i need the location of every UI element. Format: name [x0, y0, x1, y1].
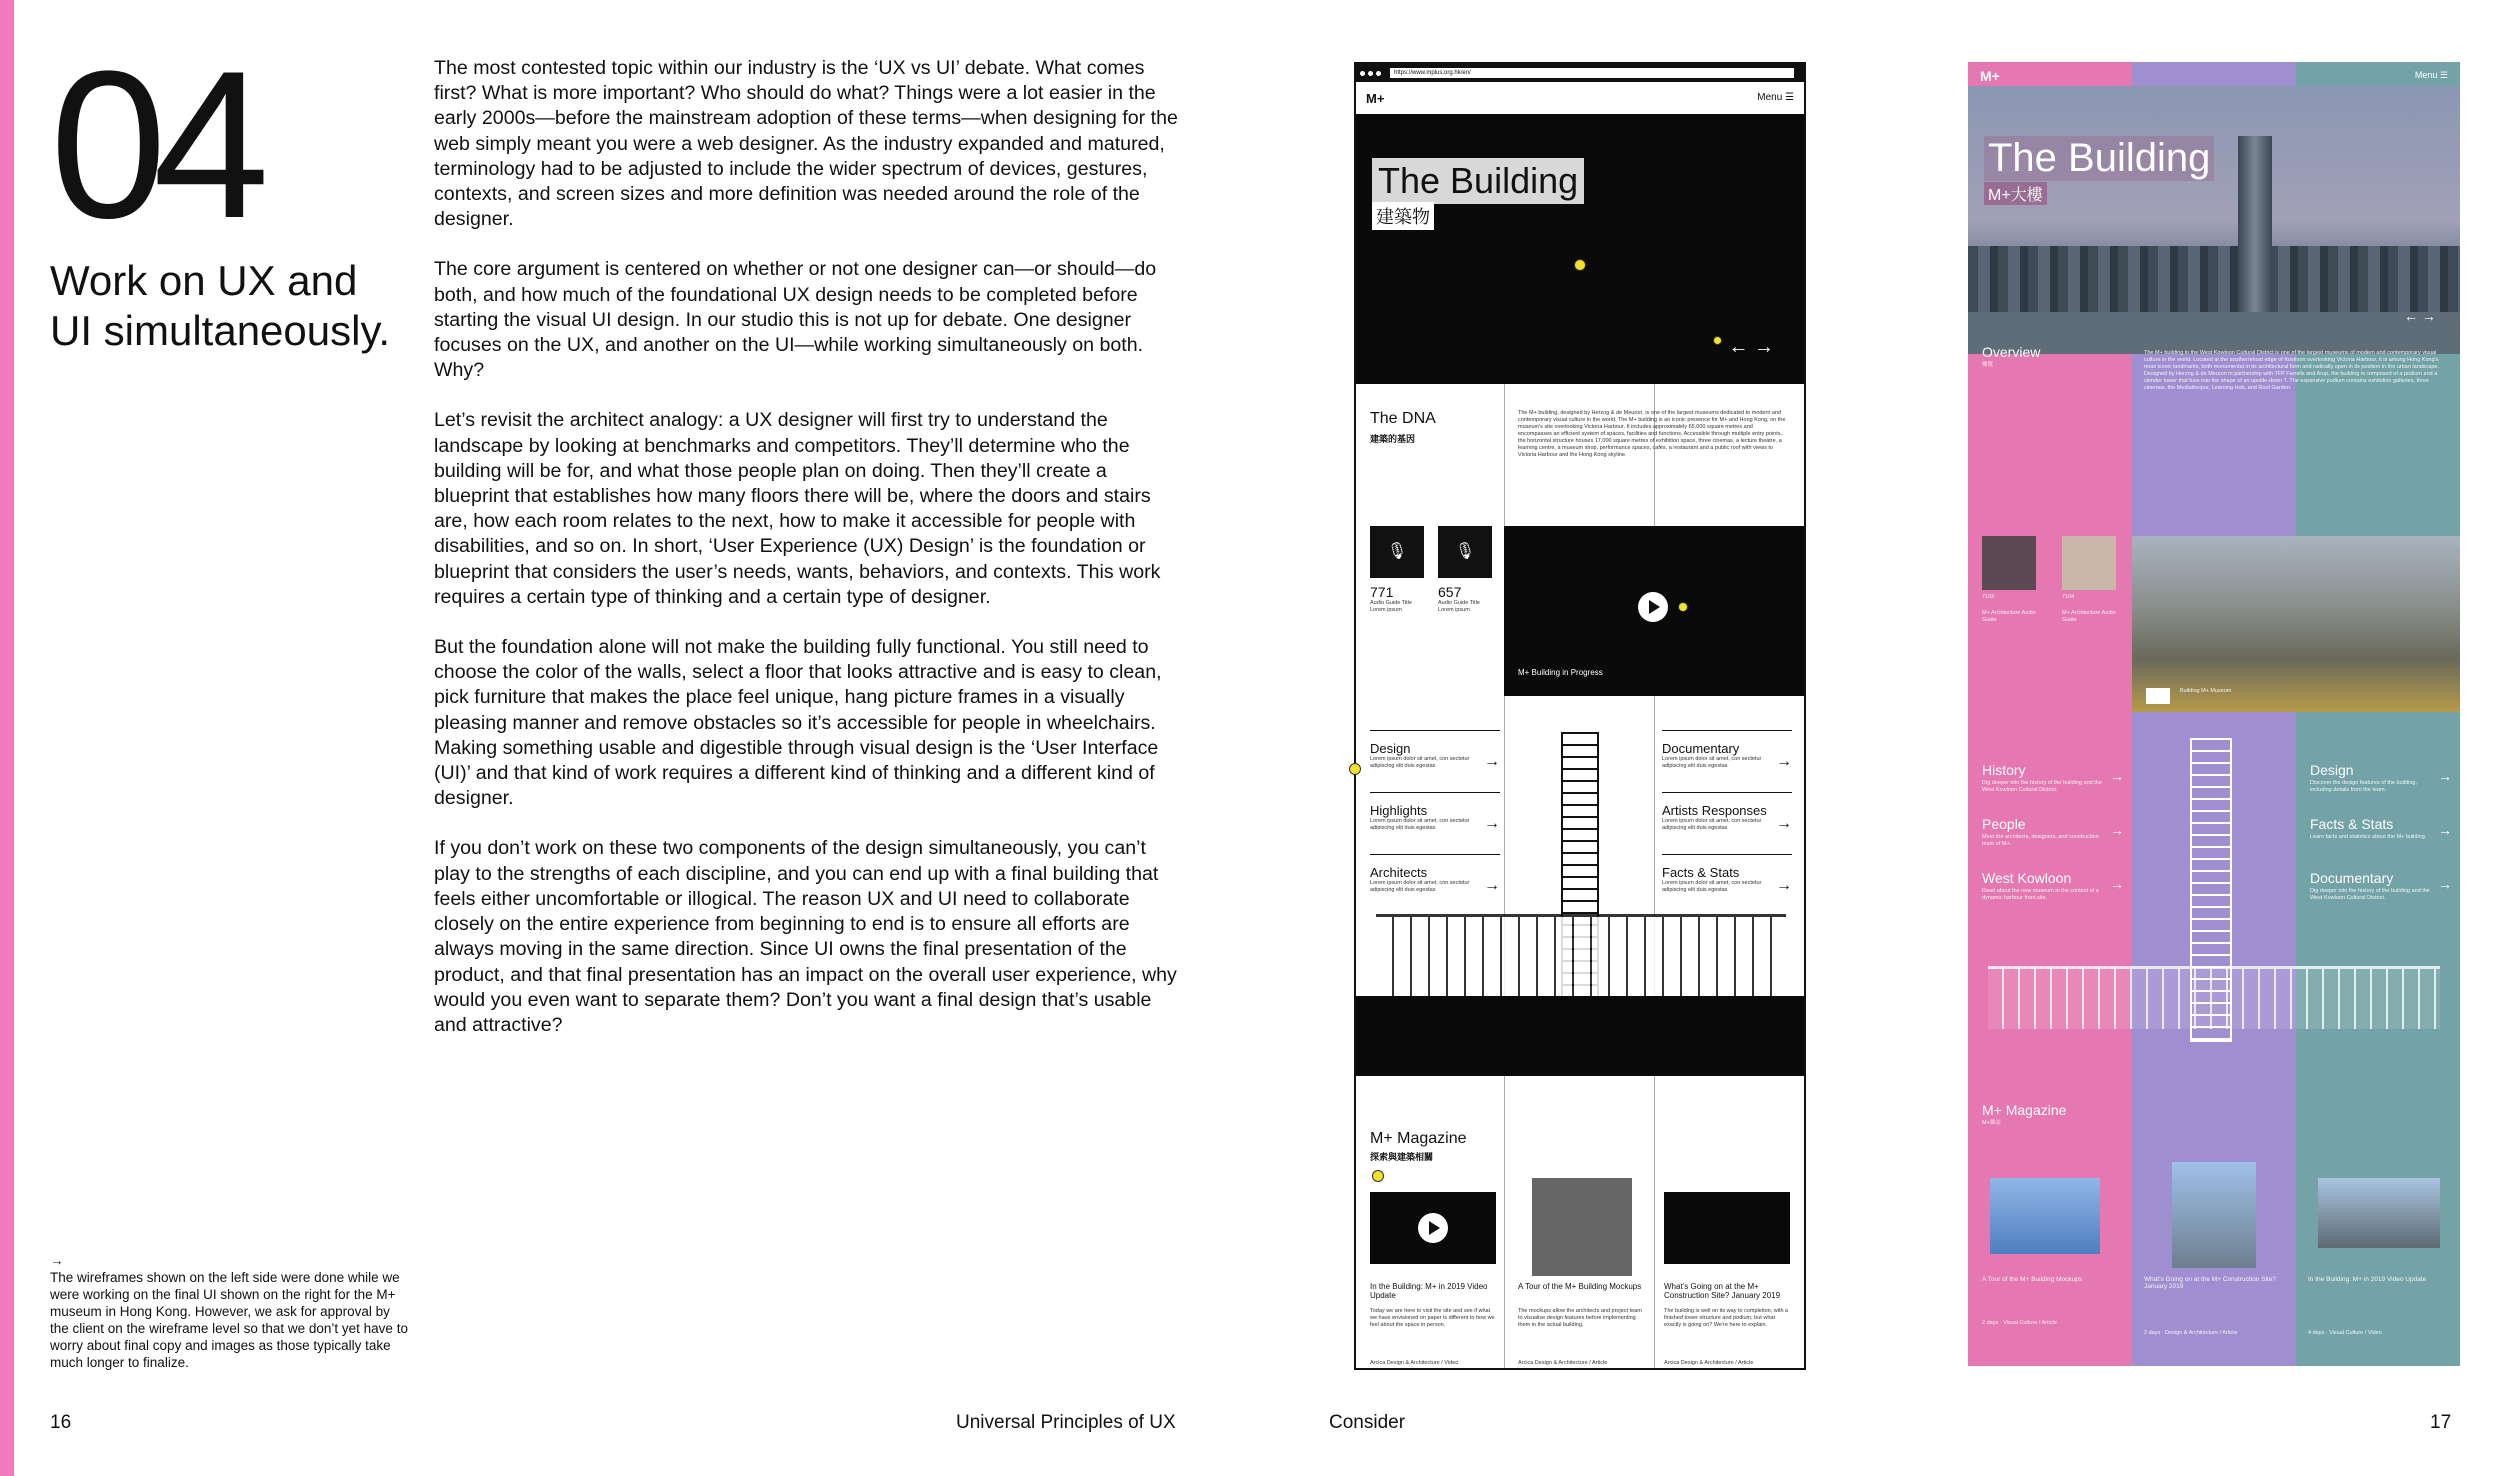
- annotation-marker: [1713, 336, 1722, 345]
- wf-dna-title: The DNA: [1370, 410, 1436, 427]
- wf-link-desc: Lorem ipsum dolor sit amet, con sectetur adipiscing elit duis egestas: [1370, 880, 1470, 893]
- wf-link-label: Facts & Stats: [1662, 865, 1740, 880]
- wf-article-text: The mockups allow the architects and project team to visualise design features before implementing them in the actual building.: [1518, 1308, 1642, 1328]
- ui-link-facts: Facts & Stats: [2310, 816, 2394, 832]
- page-number-left: 16: [50, 1412, 72, 1433]
- page-number-right: 17: [2430, 1412, 2452, 1433]
- wf-nav: [1356, 82, 1804, 115]
- caption-note: [50, 1252, 410, 1371]
- wf-hero: [1356, 114, 1804, 384]
- running-title-right: Consider: [1329, 1412, 1406, 1433]
- body-text: [434, 56, 1186, 1063]
- ui-hero-title: The Building: [1984, 136, 2214, 181]
- wf-count: 771: [1370, 584, 1394, 600]
- ui-audio-thumb: [2062, 536, 2116, 590]
- ui-article-photo: [2172, 1162, 2256, 1268]
- arrow-right-icon: →: [2110, 822, 2124, 838]
- ui-link-people: People: [1982, 816, 2026, 832]
- ui-audio-value: 7102: [1982, 594, 1995, 600]
- ui-link-desc: Dig deeper into the history of the building and the West Kowloon Cultural District.: [2310, 888, 2430, 901]
- wf-video: [1504, 526, 1804, 696]
- running-title-left: Universal Principles of UX: [956, 1412, 1176, 1433]
- wf-magazine-title: M+ Magazine: [1370, 1130, 1467, 1147]
- chapter-number: 04: [50, 27, 256, 262]
- wf-link-desc: Lorem ipsum dolor sit amet, con sectetur adipiscing elit duis egestas: [1662, 818, 1762, 831]
- wf-link-label: Documentary: [1662, 741, 1740, 756]
- annotation-marker: [1349, 763, 1361, 775]
- wf-count: 657: [1438, 584, 1462, 600]
- wf-article-thumb: [1532, 1178, 1632, 1276]
- ui-hero-subtitle: M+大樓: [1984, 182, 2047, 205]
- paragraph: Let’s revisit the architect analogy: a UX designer will first try to understand the landscape by looking at benchmarks and competitors. They’ll determine who the building will be for, and what those people plan on doing. Then they’ll create a blueprint that establishes how many floors there will be, where the doors and stairs are, how each room relates to the next, how to make it accessible for people with disabilities, and so on. In short, ‘User Experience (UX) Design’ is the foundation or blueprint that considers the user’s needs, wants, behaviors, and contexts. This work requires a certain type of thinking and a certain type of designer.: [434, 409, 1161, 608]
- wf-link-architects: [1370, 854, 1500, 894]
- ui-link-desc: Dig deeper into the history of the building and the West Kowloon Cultural District.: [1982, 780, 2102, 793]
- wf-link-label: Design: [1370, 741, 1411, 756]
- wf-article-title: In the Building: M+ in 2019 Video Update: [1370, 1282, 1488, 1300]
- ui-hero-photo: [1968, 86, 2460, 330]
- arrow-right-icon: →: [2110, 768, 2124, 784]
- play-icon: [2146, 688, 2170, 704]
- tower-image: [2238, 136, 2272, 316]
- wf-link-facts: [1662, 854, 1792, 894]
- play-icon: [1418, 1213, 1448, 1243]
- ui-menu: Menu ☰: [2414, 70, 2448, 80]
- wf-link-desc: Lorem ipsum dolor sit amet, con sectetur adipiscing elit duis egestas: [1662, 880, 1762, 893]
- wireframe-mockup: [1354, 62, 1806, 1370]
- paragraph: The most contested topic within our industry is the ‘UX vs UI’ debate. What comes first? What is more important? Who should do what? Things were a lot easier in the early 2000s—before the mainstream adoption of these terms—when designing for the web simply meant you were a web designer. As the industry expanded and matured, terminology had to be adjusted to include the wider spectrum of devices, gestures, contexts, and screen sizes and more definition was needed around the role of the designer.: [434, 57, 1178, 231]
- headline: Work on UX and UI simultaneously.: [50, 257, 391, 354]
- arrow-right-icon: →: [1776, 877, 1792, 894]
- wf-article-tag: Arcica Design & Architecture / Article: [1518, 1360, 1608, 1366]
- ui-link-desc: Meet the architects, designers, and construction team of M+.: [1982, 834, 2099, 847]
- wf-article-title: A Tour of the M+ Building Mockups: [1518, 1282, 1642, 1291]
- wf-hero-subtitle: 建築物: [1372, 202, 1434, 230]
- arrow-right-icon: →: [1484, 753, 1500, 770]
- ui-overview-text: The M+ building in the West Kowloon Cultural District is one of the largest museums of modern and contemporary visual culture in the world. Located at the southernmost edge of Kowloon overlooking Victoria Harbour, it is among Hong Kong's most iconic landmarks, both monumental in its architectural form and radically open in its position in the urban landscape. Designed by Herzog & de Meuron in partnership with TFP Farrells and Arup, the building is composed of a podium and a slender tower that fuse into the shape of an upside-down T. The expansive podium contains exhibition galleries, three cinemas, the Mediatheque, Learning Hub, and Roof Garden.: [2144, 350, 2440, 391]
- wf-dna-sub: 建築的基因: [1370, 434, 1416, 444]
- wf-article-tag: Arcica Design & Architecture / Article: [1664, 1360, 1754, 1366]
- ui-article-title: In the Building: M+ in 2019 Video Update: [2308, 1276, 2427, 1283]
- annotation-marker: [1574, 259, 1586, 271]
- ui-link-documentary: Documentary: [2310, 870, 2394, 886]
- microphone-icon: 🎙: [1438, 526, 1492, 578]
- ui-link-desc: Learn facts and statistics about the M+ building.: [2310, 834, 2427, 840]
- arrow-icon: →: [50, 1253, 64, 1268]
- wf-article-thumb: [1370, 1192, 1496, 1264]
- paragraph: If you don’t work on these two components of the design simultaneously, you can’t play to the strengths of each discipline, and you can end up with a final building that feels either uncomfortable or illogical. The reason UX and UI need to collaborate closely on the entire experience from beginning to end is to ensure all efforts are always moving in the same direction. Since UI owns the final presentation of the product, and that final presentation has an impact on the overall user experience, why would you even want to separate them? Don’t you want a final design that’s usable and attractive?: [434, 837, 1177, 1036]
- ui-article-tag: 4 days · Visual Culture / Video: [2308, 1330, 2382, 1336]
- ui-video-photo: [2132, 536, 2460, 712]
- ui-audio-label: M+ Architecture Audio Guide: [1982, 610, 2036, 623]
- carousel-arrows-icon: ← →: [2404, 308, 2436, 324]
- ui-magazine-sub: M+雜誌: [1982, 1120, 2001, 1126]
- wf-link-label: Highlights: [1370, 803, 1428, 818]
- wf-carousel-arrows-icon: ← →: [1728, 336, 1774, 358]
- wf-building-base: [1356, 996, 1804, 1076]
- wf-article-text: The building is well on its way to completion, with a finished tower structure and podium, but what exactly is going on? We're here to explain.: [1664, 1308, 1789, 1328]
- browser-bar: [1356, 64, 1804, 82]
- window-dot-icon: [1360, 71, 1365, 76]
- wf-link-label: Architects: [1370, 865, 1428, 880]
- play-icon: [1638, 592, 1668, 622]
- wf-link-desc: Lorem ipsum dolor sit amet, con sectetur adipiscing elit duis egestas: [1370, 756, 1470, 769]
- ui-building-section: [1988, 966, 2440, 1029]
- page-edge-bar: [0, 0, 14, 1476]
- ui-link-desc: Discover the design features of the building, including details from the team.: [2310, 780, 2418, 793]
- ui-magazine-title: M+ Magazine: [1982, 1102, 2067, 1118]
- wf-building-section: [1376, 914, 1786, 999]
- arrow-right-icon: →: [1776, 753, 1792, 770]
- arrow-right-icon: →: [1484, 815, 1500, 832]
- ui-logo: M+: [1980, 68, 2000, 84]
- window-dot-icon: [1368, 71, 1373, 76]
- wf-video-caption: M+ Building in Progress: [1518, 668, 1603, 677]
- paragraph: The core argument is centered on whether or not one designer can—or should—do both, and how much of the foundational UX design needs to be completed before starting the visual UI design. In our studio this is not up for debate. One designer focuses on the UX, and another on the UI—while working simultaneously on both. Why?: [434, 258, 1157, 382]
- ui-video-caption: Building M+ Museum: [2180, 688, 2232, 694]
- arrow-right-icon: →: [2110, 876, 2124, 892]
- arrow-right-icon: →: [1776, 815, 1792, 832]
- wf-article-title: What’s Going on at the M+ Construction Site? January 2019: [1664, 1282, 1781, 1300]
- url-field: https://www.mplus.org.hk/en/: [1390, 68, 1794, 78]
- ui-link-desc: Read about the new museum in the context of a dynamic harbour front site.: [1982, 888, 2099, 901]
- wf-link-documentary: [1662, 730, 1792, 770]
- wf-article-text: Today we are here to visit the site and see if what we have envisioned on paper is different to how we feel about the space in person.: [1370, 1308, 1495, 1328]
- ui-article-tag: 2 days · Design & Architecture / Article: [2144, 1330, 2238, 1336]
- ui-audio-value: 7104: [2062, 594, 2075, 600]
- microphone-icon: 🎙: [1370, 526, 1424, 578]
- ui-article-photo: [2318, 1178, 2440, 1248]
- ui-link-west-kowloon: West Kowloon: [1982, 870, 2072, 886]
- wf-link-design: [1370, 730, 1500, 770]
- wf-logo: M+: [1366, 91, 1385, 106]
- ui-overview-sub: 概覽: [1982, 362, 1994, 368]
- harbour-image: [1968, 312, 2460, 354]
- paragraph: But the foundation alone will not make the building fully functional. You still need to choose the color of the walls, select a floor that looks attractive and is easy to clean, pick furniture that makes the place feel unique, hang picture frames in a visually pleasing manner and remove obstacles so it’s accessible for people in wheelchairs. Making something usable and digestible through visual design is the ‘User Interface (UI)’ and that kind of work requires a different kind of thinking and a different kind of designer.: [434, 636, 1162, 810]
- wf-article-tag: Arcica Design & Architecture / Video: [1370, 1360, 1459, 1366]
- ui-article-title: A Tour of the M+ Building Mockups: [1982, 1276, 2083, 1283]
- ui-link-design: Design: [2310, 762, 2354, 778]
- ui-article-tag: 2 days · Visual Culture / Article: [1982, 1320, 2057, 1326]
- ui-audio-label: M+ Architecture Audio Guide: [2062, 610, 2116, 623]
- wf-dna-text: The M+ building, designed by Herzog & de Meuron, is one of the largest museums dedicated to modern and contemporary visual culture in the world. The M+ building is an iconic presence for M+ and Hong Kong, on the museum's site overlooking Victoria Harbour. It includes approximately 65,000 square metres and encompasses an efficient system of spaces, facilities and functions. Accessible through multiple entry points, the horizontal structure houses 17,000 square metres of exhibition space, three cinemas, a lecture theatre, a learning centre, a museum shop, performance spaces, cafés, a restaurant and a public roof with views to Victoria Harbour and the Hong Kong skyline.: [1518, 410, 1786, 458]
- skyline-image: [1968, 246, 2460, 316]
- window-dot-icon: [1376, 71, 1381, 76]
- ui-article-photo: [1990, 1178, 2100, 1254]
- annotation-marker: [1678, 602, 1688, 612]
- arrow-right-icon: →: [1484, 877, 1500, 894]
- caption-text: The wireframes shown on the left side were done while we were working on the final UI shown on the right for the M+ museum in Hong Kong. However, we ask for approval by the client on the wireframe level so that we don’t yet have to worry about final copy and images as those typically take much longer to finalize.: [50, 1270, 408, 1370]
- arrow-right-icon: →: [2438, 768, 2452, 784]
- arrow-right-icon: →: [2438, 822, 2452, 838]
- wf-link-desc: Lorem ipsum dolor sit amet, con sectetur adipiscing elit duis egestas: [1662, 756, 1762, 769]
- wf-link-highlights: [1370, 792, 1500, 832]
- final-ui-mockup: [1968, 62, 2460, 1366]
- wf-link-desc: Lorem ipsum dolor sit amet, con sectetur adipiscing elit duis egestas: [1370, 818, 1470, 831]
- wf-count-label: Audio Guide Title Lorem ipsum: [1370, 600, 1412, 613]
- wf-magazine-sub: 探索與建築相關: [1370, 1152, 1434, 1162]
- ui-audio-thumb: [1982, 536, 2036, 590]
- wf-article-thumb: [1664, 1192, 1790, 1264]
- ui-link-history: History: [1982, 762, 2026, 778]
- wf-link-label: Artists Responses: [1662, 803, 1767, 818]
- wf-menu: Menu ☰: [1757, 92, 1794, 103]
- ui-overview-title: Overview: [1982, 344, 2041, 360]
- wf-count-label: Audio Guide Title Lorem ipsum: [1438, 600, 1480, 613]
- annotation-marker: [1372, 1170, 1384, 1182]
- ui-article-title: What’s Going on at the M+ Construction Site? January 2019: [2144, 1276, 2276, 1290]
- wf-link-artists: [1662, 792, 1792, 832]
- arrow-right-icon: →: [2438, 876, 2452, 892]
- wf-hero-title: The Building: [1372, 158, 1584, 204]
